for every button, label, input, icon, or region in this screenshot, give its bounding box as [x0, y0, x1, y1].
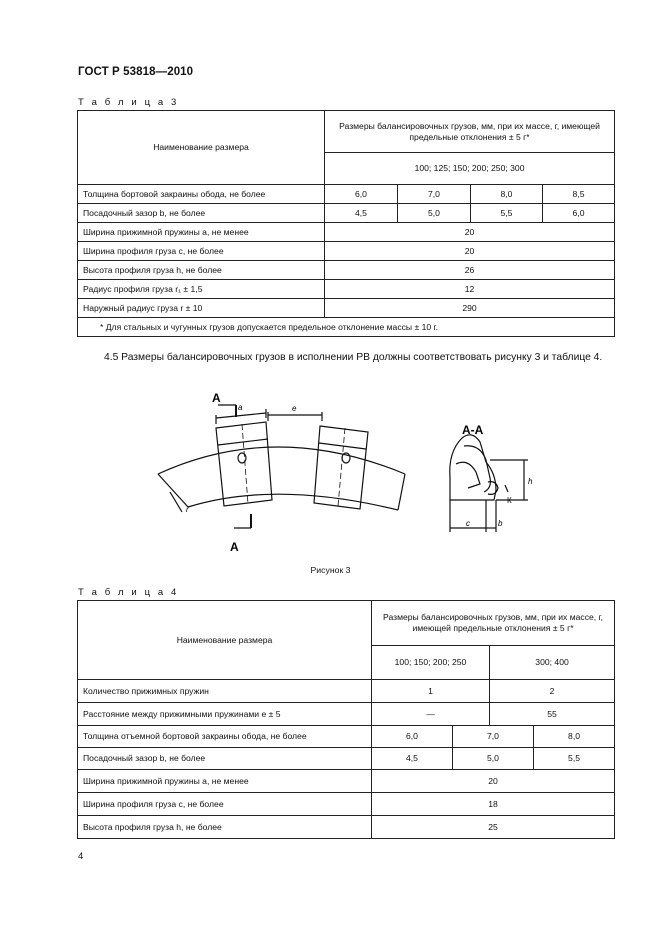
table3-cell: 5,0 — [398, 204, 471, 223]
table4-cell: 25 — [372, 816, 615, 839]
table4-cell: 8,0 — [534, 726, 615, 748]
weight-block-left — [216, 422, 272, 506]
table3-cell: 12 — [325, 280, 615, 299]
table3-head-sizes: Размеры балансировочных грузов, мм, при их массе, г, имеющей предельные отклонения ± 5 г* — [325, 111, 615, 153]
table3-masses: 100; 125; 150; 200; 250; 300 — [325, 153, 615, 185]
table4-cell: 5,0 — [453, 748, 534, 770]
table4-row-name: Расстояние между прижимными пружинами е ± 5 — [78, 703, 372, 726]
table4-cell: — — [372, 703, 490, 726]
table3-footnote: * Для стальных и чугунных грузов допускается предельное отклонение массы ± 10 г. — [78, 318, 615, 337]
table3-cell: 6,0 — [325, 185, 398, 204]
table4-row-name: Ширина прижимной пружины а, не менее — [78, 770, 372, 793]
table3-row-name: Ширина профиля груза с, не более — [78, 242, 325, 261]
section-a-bottom: A — [230, 540, 239, 554]
table4-cell: 20 — [372, 770, 615, 793]
table4-cell: 2 — [490, 680, 615, 703]
section-view-label: A-A — [462, 423, 484, 437]
table4-mass-group: 100; 150; 200; 250 — [372, 646, 490, 680]
table3-cell: 8,0 — [471, 185, 543, 204]
table4-row-name: Высота профиля груза h, не более — [78, 816, 372, 839]
table4-head-sizes: Размеры балансировочных грузов, мм, при их массе, г, имеющей предельные отклонения ± 5 г* — [372, 601, 615, 646]
paragraph-4-5: 4.5 Размеры балансировочных грузов в исполнении РВ должны соответствовать рисунку 3 и таблице 4. — [104, 352, 603, 363]
table3-row-name: Толщина бортовой закраины обода, не более — [78, 185, 325, 204]
table4 — [77, 600, 615, 839]
table3-cell: 5,5 — [471, 204, 543, 223]
table4-cell: 1 — [372, 680, 490, 703]
table3-cell: 7,0 — [398, 185, 471, 204]
table3-row-name: Посадочный зазор b, не более — [78, 204, 325, 223]
table3-row-name: Ширина прижимной пружины а, не менее — [78, 223, 325, 242]
table3-caption: Т а б л и ц а 3 — [78, 97, 179, 108]
table4-cell: 5,5 — [534, 748, 615, 770]
dim-h-label: h — [528, 477, 533, 486]
table3-row-name: Радиус профиля груза r₁ ± 1,5 — [78, 280, 325, 299]
table3 — [77, 110, 615, 337]
table4-mass-group: 300; 400 — [490, 646, 615, 680]
figure-3-drawing — [150, 382, 540, 557]
table4-cell: 6,0 — [372, 726, 453, 748]
table3-row-name: Высота профиля груза h, не более — [78, 261, 325, 280]
table3-cell: 290 — [325, 299, 615, 318]
table3-cell: 20 — [325, 223, 615, 242]
table3-head-name: Наименование размера — [78, 111, 325, 185]
page-number: 4 — [78, 851, 84, 862]
table4-head-name: Наименование размера — [78, 601, 372, 680]
table4-cell: 55 — [490, 703, 615, 726]
table3-cell: 20 — [325, 242, 615, 261]
table3-cell: 8,5 — [543, 185, 615, 204]
dim-c-label: c — [466, 519, 470, 528]
rim-inner-arc — [188, 494, 398, 510]
table3-cell: 6,0 — [543, 204, 615, 223]
section-a-top: A — [212, 391, 221, 405]
dim-r-label: r — [186, 505, 189, 514]
table3-row-name: Наружный радиус груза r ± 10 — [78, 299, 325, 318]
dim-a-label: a — [238, 403, 243, 412]
dim-k-label: К — [507, 496, 512, 505]
table4-row-name: Толщина отъемной бортовой закраины обода, не более — [78, 726, 372, 748]
document-header: ГОСТ Р 53818—2010 — [78, 66, 194, 78]
rim-outer-arc — [158, 447, 405, 474]
dim-b-label: b — [498, 519, 503, 528]
table4-row-name: Ширина профиля груза с, не более — [78, 793, 372, 816]
table3-cell: 26 — [325, 261, 615, 280]
table4-cell: 4,5 — [372, 748, 453, 770]
table4-row-name: Количество прижимных пружин — [78, 680, 372, 703]
dim-e-label: e — [292, 404, 297, 413]
table4-row-name: Посадочный зазор b, не более — [78, 748, 372, 770]
table4-cell: 18 — [372, 793, 615, 816]
table4-caption: Т а б л и ц а 4 — [78, 587, 179, 598]
figure-3-caption: Рисунок 3 — [310, 565, 351, 575]
table4-cell: 7,0 — [453, 726, 534, 748]
table3-cell: 4,5 — [325, 204, 398, 223]
